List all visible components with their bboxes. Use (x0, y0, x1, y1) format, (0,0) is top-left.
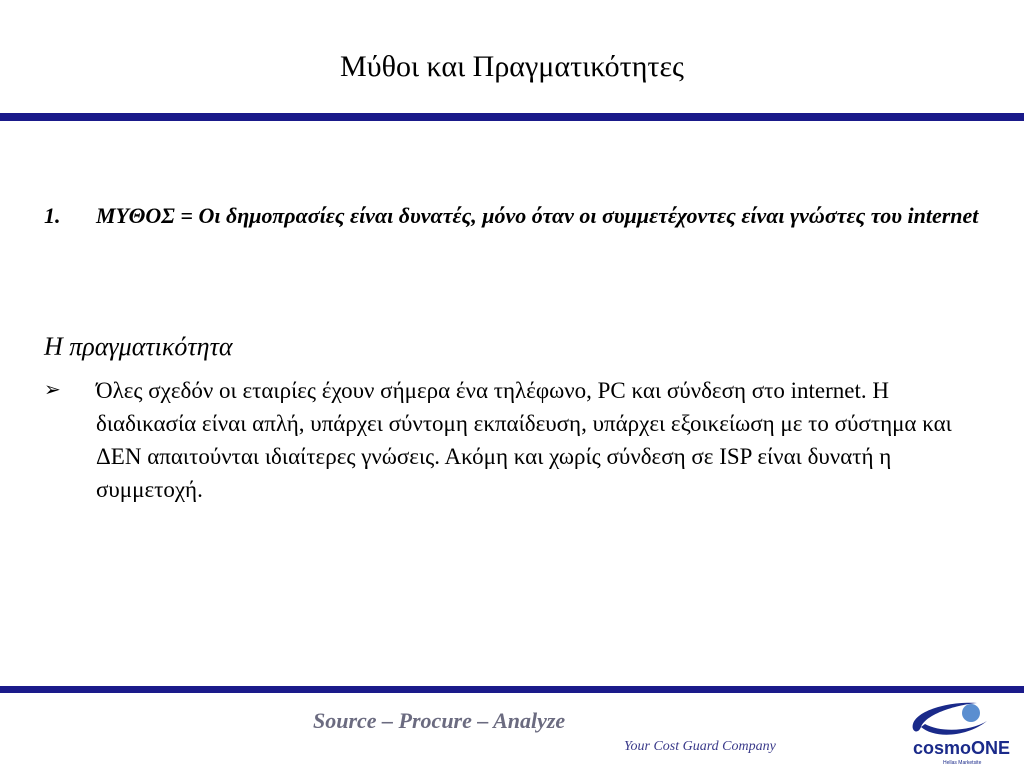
footer-tagline: Source – Procure – Analyze (313, 708, 566, 733)
orbit-logo-icon (913, 703, 987, 735)
reality-text: Όλες σχεδόν οι εταιρίες έχουν σήμερα ένα τηλέφωνο, PC και σύνδεση στο internet. Η διαδικασία είναι απλή, υπάρχει σύντομη εκπαίδευση, υπάρχει εξοικείωση με το σύστημα και ΔΕΝ απαιτούνται ιδιαίτερες γνώσεις. Ακόμη και χωρίς σύνδεση σε ISP είναι δυνατή η συμμετοχή. (96, 378, 952, 502)
myth-text: ΜΥΘΟΣ = Οι δημοπρασίες είναι δυνατές, μόνο όταν οι συμμετέχοντες είναι γνώστες του internet (96, 203, 979, 228)
reality-heading: Η πραγματικότητα (44, 332, 233, 361)
logo-name-part1: cosmo (913, 738, 972, 758)
header-divider (0, 113, 1024, 121)
company-tagline: Your Cost Guard Company (624, 739, 776, 754)
slide-title: Μύθοι και Πραγματικότητες (340, 50, 684, 83)
reality-bullet-item (44, 374, 974, 506)
myth-item (44, 200, 1004, 232)
footer-divider (0, 686, 1024, 693)
logo-name-part2: ONE (971, 738, 1011, 758)
logo-wordmark (913, 738, 1010, 758)
arrow-bullet-icon: ➢ (44, 379, 61, 401)
cosmoone-logo (905, 697, 1020, 767)
logo-subtitle: Hellas Marketsite (943, 760, 982, 766)
myth-number: 1. (44, 203, 61, 228)
